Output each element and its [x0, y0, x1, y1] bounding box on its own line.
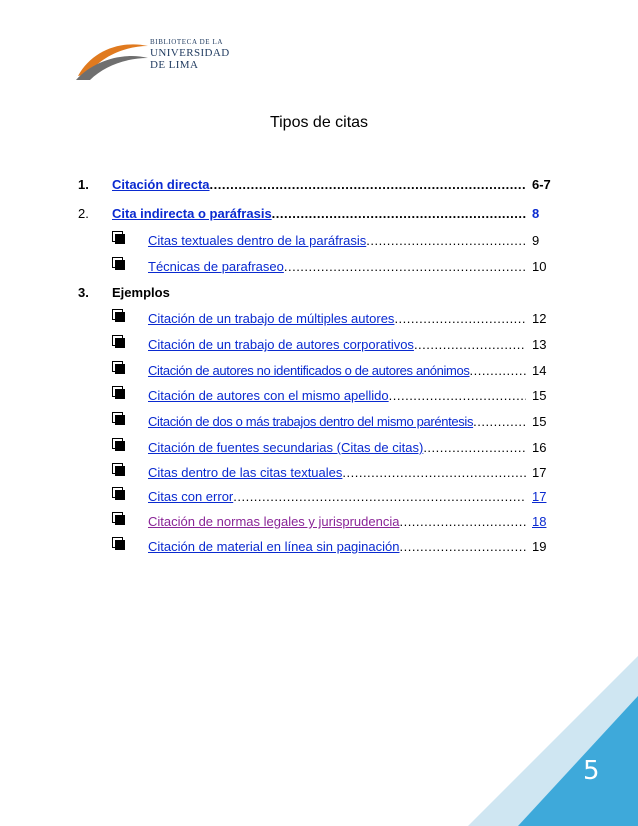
toc-page: 9: [532, 233, 540, 248]
logo-line-2: UNIVERSIDAD: [150, 47, 230, 59]
toc-row: [78, 484, 548, 510]
toc-row: [78, 409, 548, 435]
checkbox-bullet-icon: [112, 231, 123, 242]
toc-link[interactable]: Citación de un trabajo de múltiples autores: [148, 311, 395, 326]
toc-page: 14: [532, 363, 547, 378]
toc-page: 13: [532, 337, 547, 352]
toc-leader: [272, 206, 526, 221]
checkbox-bullet-icon: [112, 463, 123, 474]
toc-page: 12: [532, 311, 547, 326]
toc-page: 15: [532, 414, 547, 429]
toc-link[interactable]: Citación de material en línea sin paginación: [148, 539, 400, 554]
toc-link[interactable]: Citación de normas legales y jurisprudencia: [148, 514, 400, 529]
checkbox-bullet-icon: [112, 309, 123, 320]
toc-leader: [399, 514, 526, 529]
toc-link[interactable]: Citas dentro de las citas textuales: [148, 465, 343, 480]
toc-row: [78, 435, 548, 461]
checkbox-bullet-icon: [112, 512, 123, 523]
toc-page: 16: [532, 440, 547, 455]
toc-row: [78, 358, 548, 384]
toc-link[interactable]: Citas con error: [148, 489, 234, 504]
toc-row: [78, 306, 548, 332]
toc-leader: [470, 363, 526, 378]
checkbox-bullet-icon: [112, 537, 123, 548]
toc-leader: [342, 465, 526, 480]
toc-row: [78, 383, 548, 409]
checkbox-bullet-icon: [112, 386, 123, 397]
toc-heading: Ejemplos: [112, 285, 170, 300]
toc-leader: [389, 388, 526, 403]
toc-link[interactable]: Citación de autores con el mismo apellido: [148, 388, 389, 403]
toc-link[interactable]: Citación de autores no identificados o de autores anónimos: [148, 363, 470, 378]
toc-row: [78, 254, 548, 280]
toc-page: 17: [532, 465, 547, 480]
page-number: 5: [583, 756, 600, 786]
toc-row: [78, 280, 548, 306]
toc-link[interactable]: Cita indirecta o paráfrasis: [112, 206, 272, 221]
toc-page: 18: [532, 514, 547, 529]
toc-link[interactable]: Citas textuales dentro de la paráfrasis: [148, 233, 367, 248]
toc-number: 1.: [78, 177, 89, 192]
toc-leader: [400, 539, 527, 554]
toc-link[interactable]: Citación directa: [112, 177, 210, 192]
logo-line-1: BIBLIOTECA DE LA: [150, 38, 223, 46]
toc-leader: [210, 177, 526, 192]
toc-leader: [473, 414, 526, 429]
toc-page: 8: [532, 206, 540, 221]
toc-leader: [423, 440, 526, 455]
toc-leader: [233, 489, 526, 504]
toc-link[interactable]: Técnicas de parafraseo: [148, 259, 284, 274]
toc-leader: [394, 311, 526, 326]
toc-leader: [366, 233, 526, 248]
toc-link[interactable]: Citación de dos o más trabajos dentro del mismo paréntesis: [148, 414, 474, 429]
logo-text: [150, 38, 230, 71]
checkbox-bullet-icon: [112, 438, 123, 449]
toc-number: 3.: [78, 285, 89, 300]
checkbox-bullet-icon: [112, 335, 123, 346]
toc-row: [78, 509, 548, 535]
logo-line-3: DE LIMA: [150, 59, 199, 71]
checkbox-bullet-icon: [112, 487, 123, 498]
toc-link[interactable]: Citación de fuentes secundarias (Citas de citas): [148, 440, 424, 455]
page-title: Tipos de citas: [269, 114, 369, 131]
toc-row: [78, 172, 551, 198]
corner-decoration: [458, 626, 638, 826]
toc-row: [78, 201, 548, 227]
toc-leader: [414, 337, 526, 352]
toc-link[interactable]: Citación de un trabajo de autores corporativos: [148, 337, 414, 352]
toc-row: [78, 460, 548, 486]
checkbox-bullet-icon: [112, 412, 123, 423]
toc-row: [78, 228, 548, 254]
checkbox-bullet-icon: [112, 257, 123, 268]
toc-row: [78, 534, 548, 560]
toc-page: 10: [532, 259, 547, 274]
toc-leader: [284, 259, 526, 274]
toc-page: 17: [532, 489, 547, 504]
toc-page: 19: [532, 539, 547, 554]
toc-page: 6-7: [532, 177, 551, 192]
toc-page: 15: [532, 388, 547, 403]
toc-row: [78, 332, 548, 358]
checkbox-bullet-icon: [112, 361, 123, 372]
toc-number: 2.: [78, 206, 89, 221]
